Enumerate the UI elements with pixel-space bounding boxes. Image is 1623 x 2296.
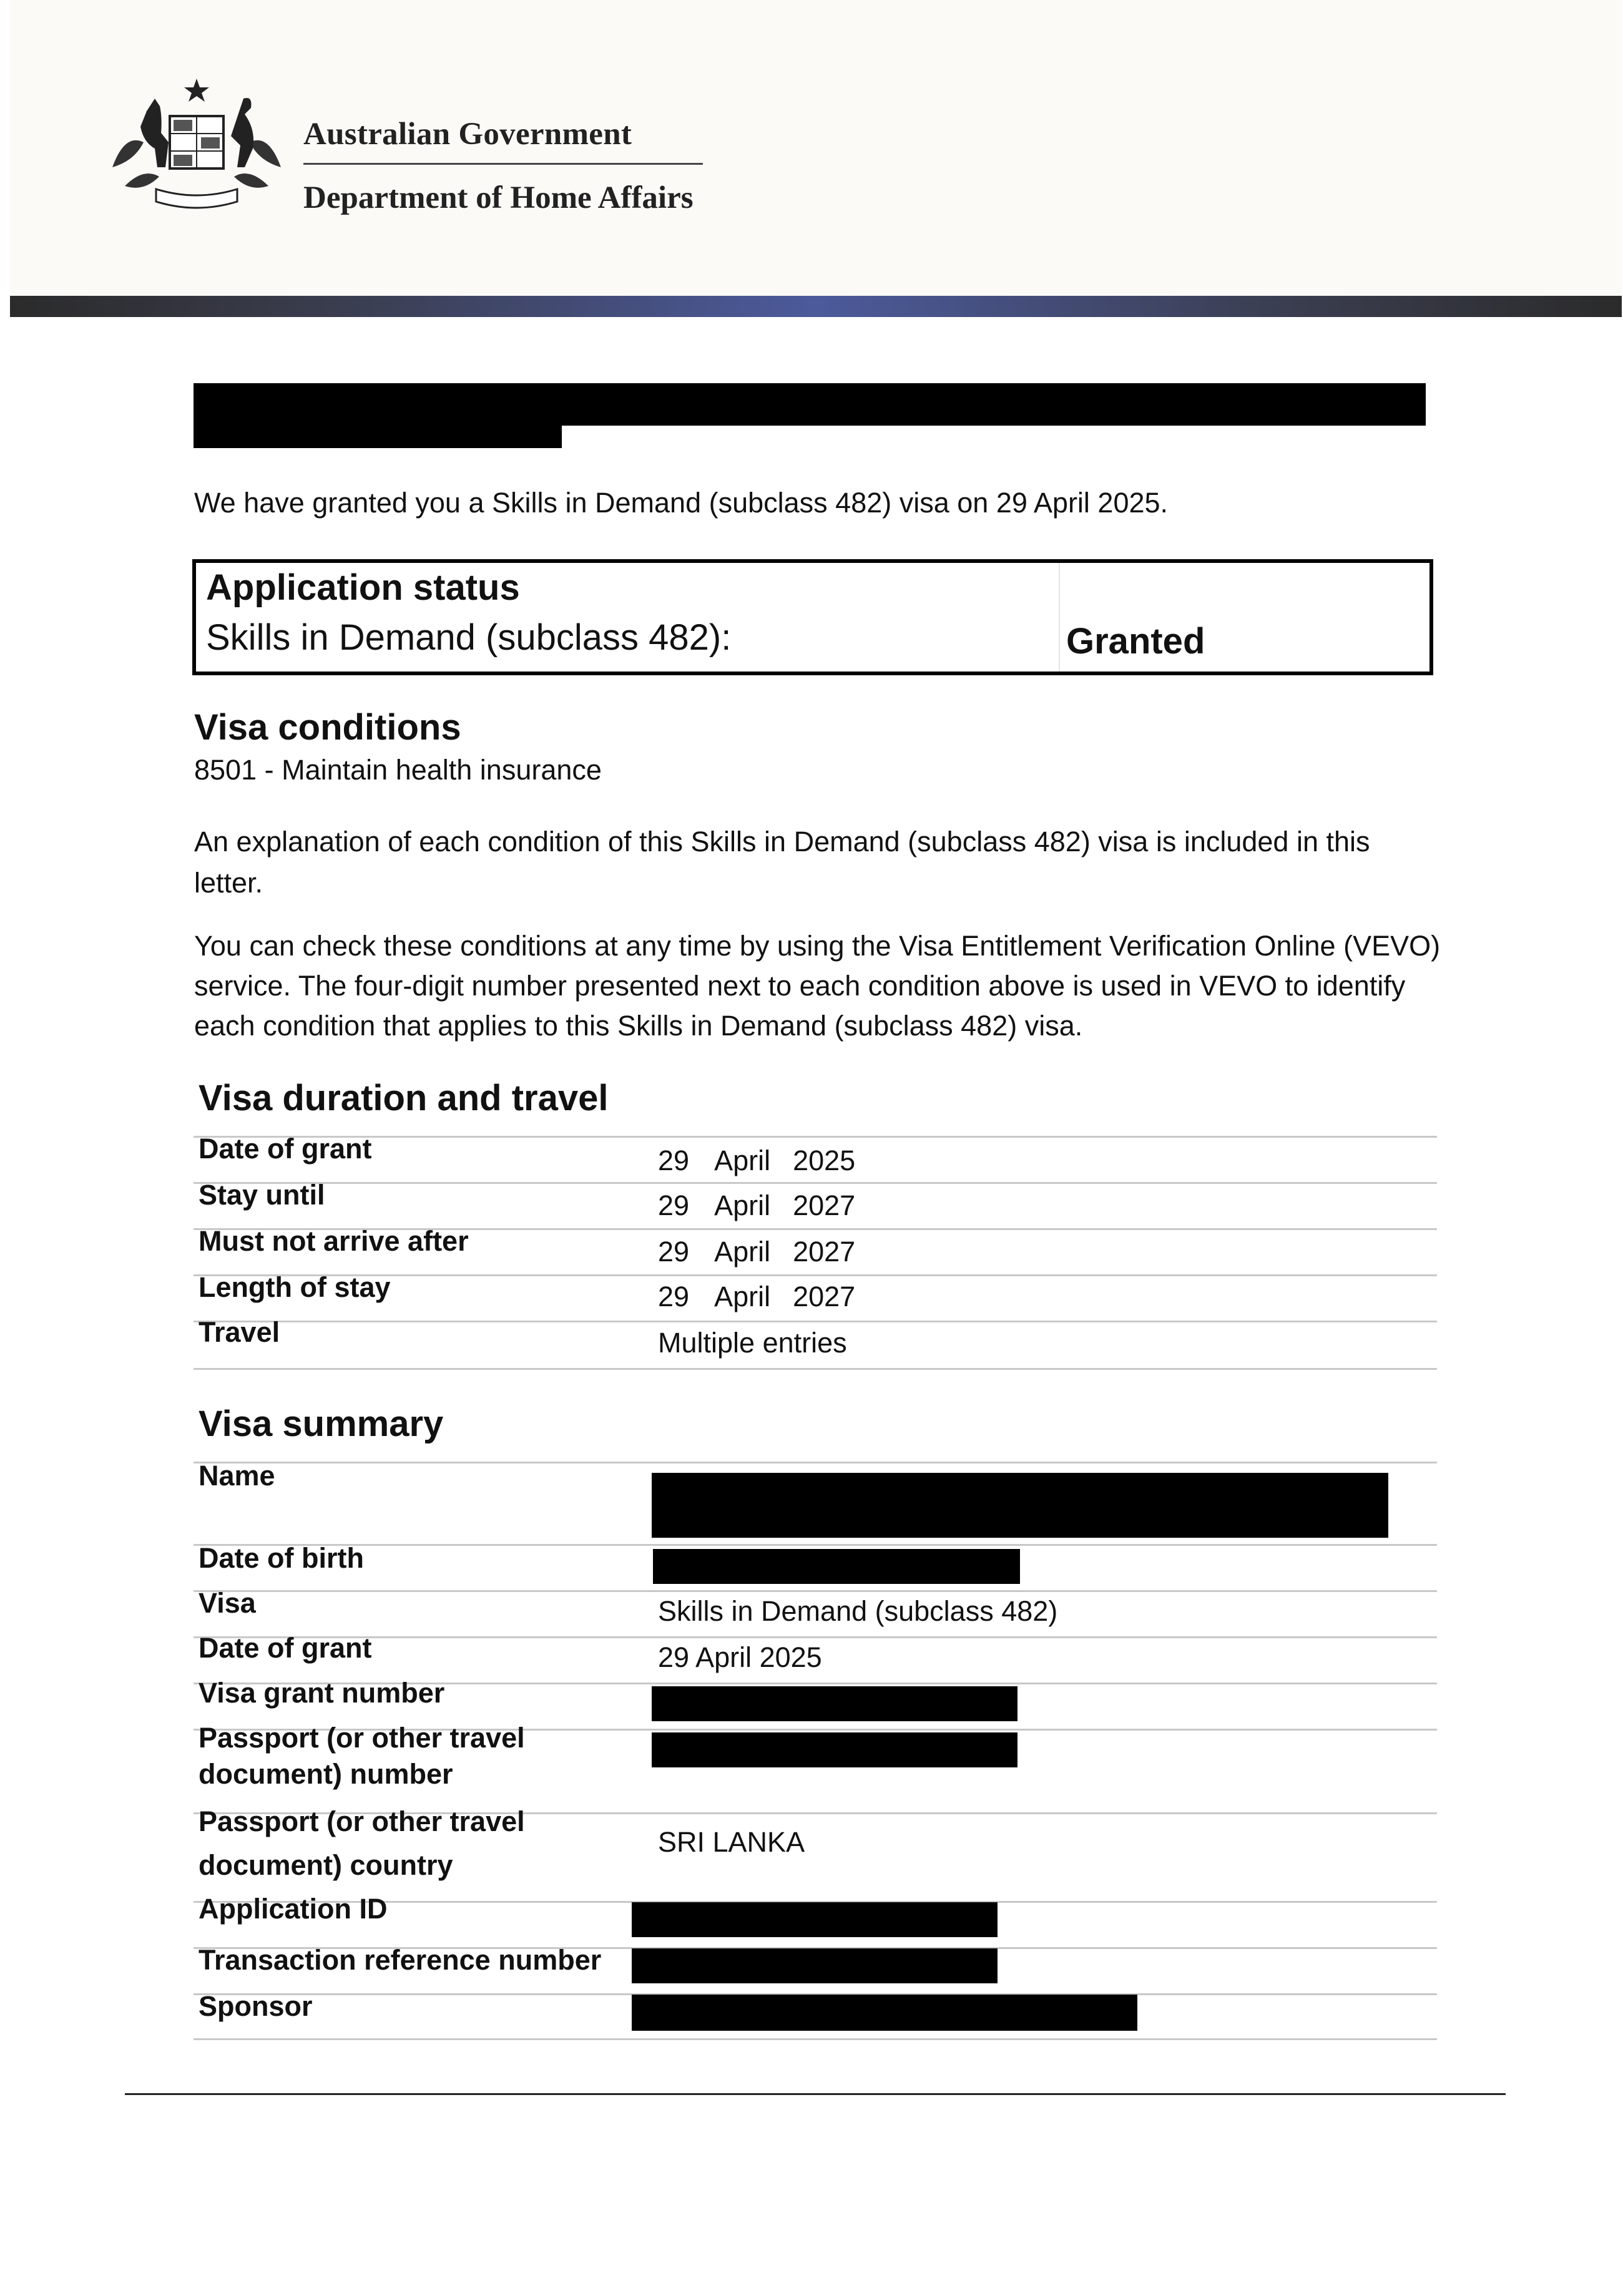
row-divider (194, 1636, 1437, 1638)
sponsor-label: Sponsor (199, 1990, 313, 2022)
visa-grant-number-label: Visa grant number (199, 1677, 445, 1709)
summary-date-of-grant-value: 29 April 2025 (658, 1641, 822, 1673)
summary-date-of-grant-label: Date of grant (199, 1632, 372, 1664)
travel-label: Travel (199, 1316, 280, 1348)
redacted-recipient-line-1 (194, 383, 1426, 426)
passport-number-label (199, 1720, 525, 1792)
row-divider (194, 1462, 1437, 1463)
stay-until-label: Stay until (199, 1179, 325, 1211)
application-id-label: Application ID (199, 1893, 388, 1925)
government-name: Australian Government (303, 117, 632, 152)
date-of-grant-label: Date of grant (199, 1133, 372, 1165)
must-not-arrive-after-value (658, 1236, 855, 1268)
row-divider (194, 1590, 1437, 1592)
date-day: 29 (658, 1281, 690, 1312)
intro-text: We have granted you a Skills in Demand (subclass 482) visa on 29 April 2025. (194, 487, 1169, 519)
visa-condition-item: 8501 - Maintain health insurance (194, 754, 602, 786)
length-of-stay-label: Length of stay (199, 1271, 391, 1303)
date-month: April (714, 1190, 771, 1221)
status-divider (1059, 563, 1060, 672)
conditions-explanation: An explanation of each condition of this Skills in Demand (subclass 482) visa is included in this letter. (194, 826, 1370, 899)
letterhead-divider (303, 163, 703, 165)
coat-of-arms-icon (100, 74, 293, 222)
date-year: 2027 (793, 1281, 856, 1312)
transaction-reference-label: Transaction reference number (199, 1944, 602, 1976)
date-day: 29 (658, 1190, 690, 1221)
must-not-arrive-after-label: Must not arrive after (199, 1225, 469, 1257)
department-name: Department of Home Affairs (303, 180, 694, 215)
redacted-sponsor (632, 1995, 1137, 2031)
row-divider (194, 1136, 1437, 1138)
passport-country-label (199, 1800, 525, 1887)
length-of-stay-value (658, 1281, 855, 1313)
passport-country-label-line-1: Passport (or other travel (199, 1805, 525, 1837)
redacted-application-id (632, 1902, 998, 1937)
date-of-grant-value (658, 1145, 855, 1177)
date-day: 29 (658, 1236, 690, 1268)
letterhead-bar (10, 296, 1622, 317)
application-status-box (192, 559, 1433, 675)
row-divider (194, 1544, 1437, 1546)
footer-divider (125, 2093, 1506, 2095)
redacted-transaction-reference (632, 1948, 998, 1983)
date-month: April (714, 1281, 771, 1312)
visa-conditions-heading: Visa conditions (194, 707, 461, 748)
vevo-paragraph: You can check these conditions at any time by using the Visa Entitlement Verification Online (VEVO) service. The four-digit number presented next to each condition above is used in VEVO to identify each condition that applies to this Skills in Demand (subclass 482) visa. (194, 930, 1441, 1042)
row-divider (194, 1321, 1437, 1322)
date-month: April (714, 1145, 771, 1176)
date-month: April (714, 1236, 771, 1268)
application-status-label: Skills in Demand (subclass 482): (206, 617, 732, 658)
passport-country-label-line-2: document) country (199, 1849, 453, 1881)
row-divider (194, 2038, 1437, 2040)
row-divider (194, 1182, 1437, 1184)
redacted-passport-number (652, 1732, 1017, 1767)
row-divider (194, 1368, 1437, 1370)
travel-value: Multiple entries (658, 1327, 847, 1359)
visa-value: Skills in Demand (subclass 482) (658, 1595, 1058, 1627)
redacted-date-of-birth (653, 1549, 1020, 1584)
visa-summary-heading: Visa summary (199, 1404, 444, 1444)
date-year: 2025 (793, 1145, 856, 1176)
visa-duration-heading: Visa duration and travel (199, 1078, 609, 1118)
date-year: 2027 (793, 1190, 856, 1221)
passport-country-value: SRI LANKA (658, 1826, 805, 1858)
date-year: 2027 (793, 1236, 856, 1268)
application-status-value: Granted (1066, 621, 1205, 662)
date-day: 29 (658, 1145, 690, 1176)
visa-label: Visa (199, 1587, 256, 1619)
date-of-birth-label: Date of birth (199, 1542, 364, 1574)
redacted-visa-grant-number (652, 1686, 1017, 1721)
name-label: Name (199, 1460, 275, 1492)
passport-number-label-line-2: document) number (199, 1758, 453, 1790)
redacted-name (652, 1473, 1388, 1538)
passport-number-label-line-1: Passport (or other travel (199, 1722, 525, 1754)
stay-until-value (658, 1190, 855, 1222)
application-status-title: Application status (206, 567, 520, 608)
redacted-recipient-line-2 (194, 426, 562, 448)
